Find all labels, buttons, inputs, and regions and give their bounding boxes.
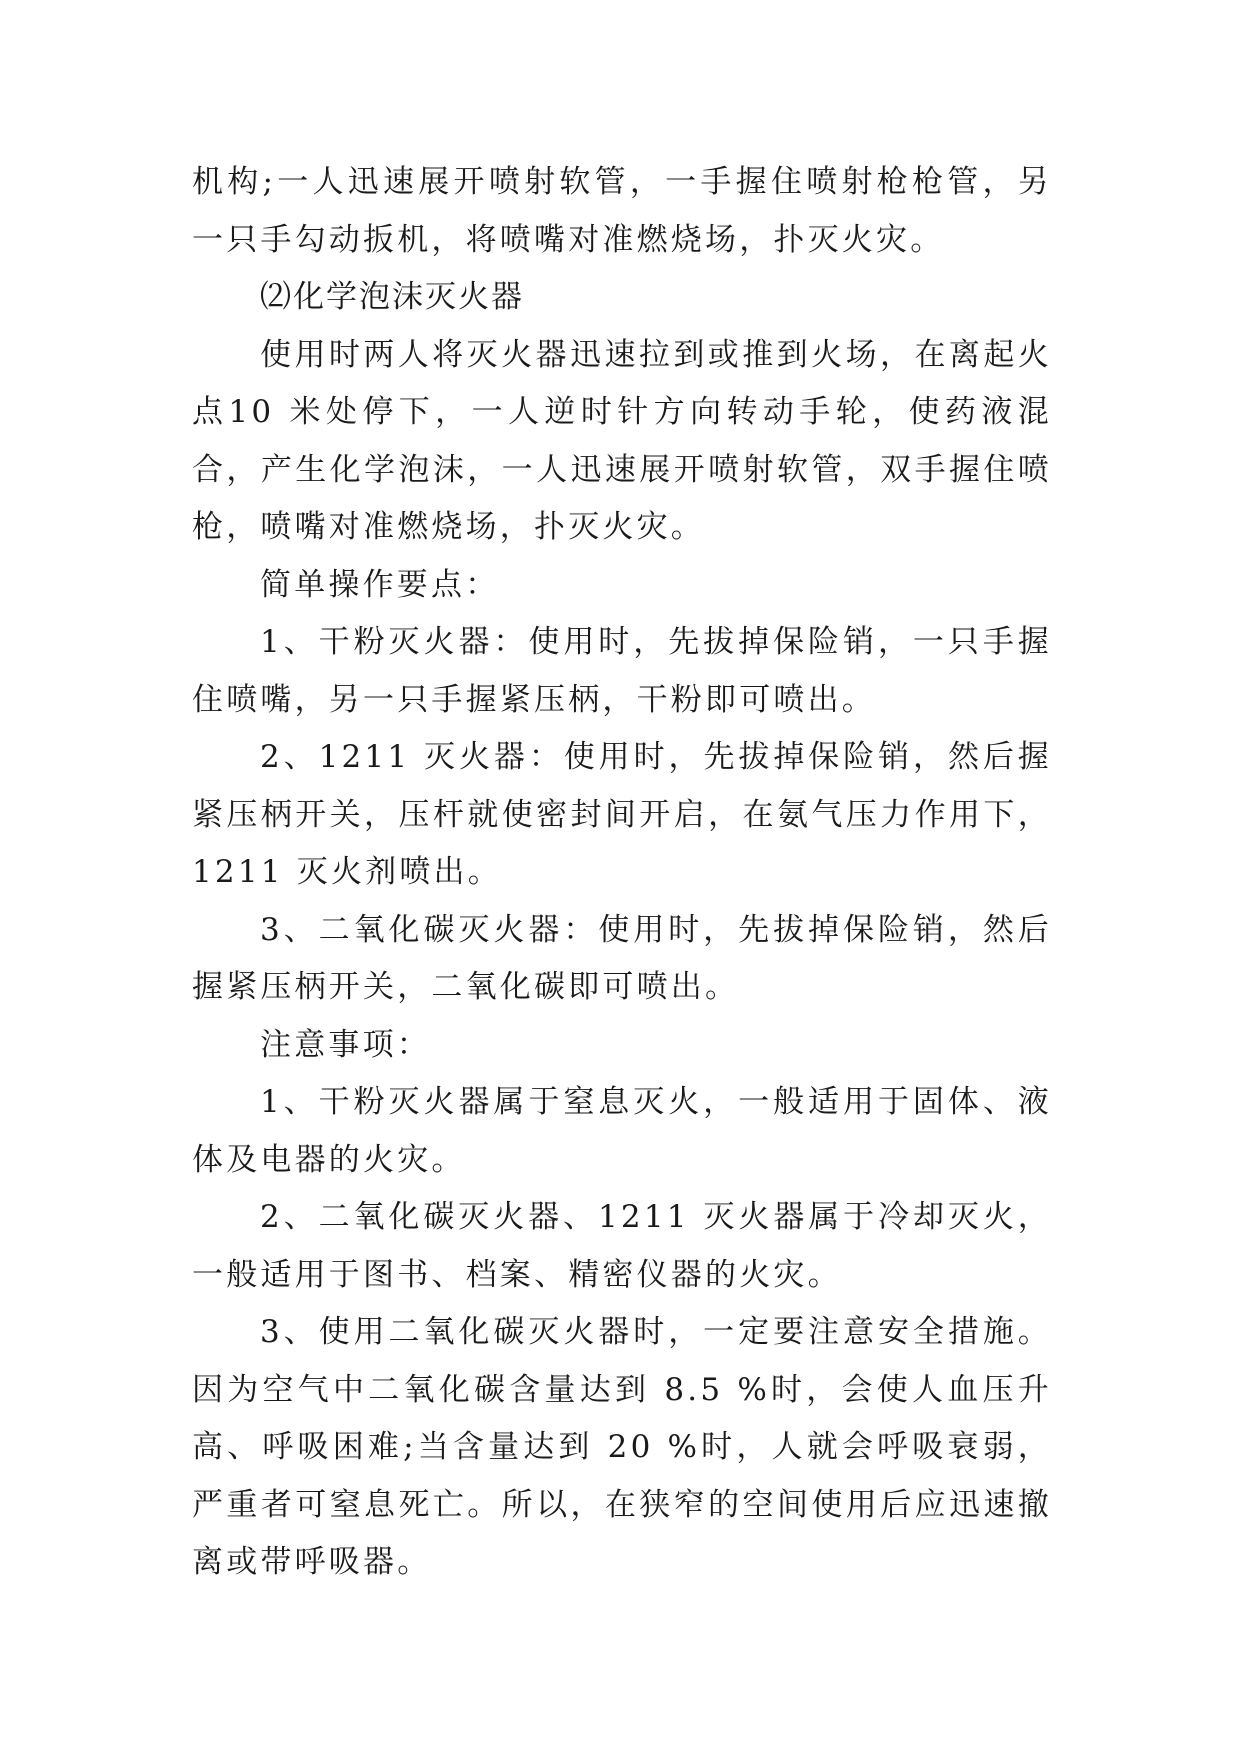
heading-precautions: 注意事项： bbox=[260, 1026, 431, 1063]
paragraph-foam-usage: 使用时两人将灭火器迅速拉到或推到火场，在离起火点10 米处停下，一人逆时针方向转动手轮，使药液混合，产生化学泡沫，一人迅速展开喷射软管，双手握住喷枪，喷嘴对准燃烧场，扑灭火灾。 bbox=[192, 336, 1052, 545]
list-item-1211: 2、1211 灭火器：使用时，先拔掉保险销，然后握紧压柄开关，压杆就使密封间开启，在氨气压力作用下，1211 灭火剂喷出。 bbox=[192, 739, 1052, 890]
precaution-item-1: 1、干粉灭火器属于窒息灭火，一般适用于固体、液体及电器的火灾。 bbox=[192, 1084, 1052, 1178]
list-item-dry-powder: 1、干粉灭火器：使用时，先拔掉保险销，一只手握住喷嘴，另一只手握紧压柄，干粉即可喷出。 bbox=[192, 624, 1052, 718]
section-heading-chemical-foam-extinguisher: ⑵化学泡沫灭火器 bbox=[260, 279, 524, 315]
document-body bbox=[192, 154, 1052, 1592]
heading-operation-points: 简单操作要点： bbox=[260, 566, 500, 603]
precaution-item-3: 3、使用二氧化碳灭火器时，一定要注意安全措施。因为空气中二氧化碳含量达到 8.5 %时，会使人血压升高、呼吸困难;当含量达到 20 %时，人就会呼吸衰弱，严重者可窒息死亡。所以，在狭窄的空间使用后应迅速撤离或带呼吸器。 bbox=[192, 1314, 1052, 1580]
paragraph-continuation: 机构;一人迅速展开喷射软管，一手握住喷射枪枪管，另一只手勾动扳机，将喷嘴对准燃烧场，扑灭火灾。 bbox=[192, 164, 1052, 258]
list-item-co2: 3、二氧化碳灭火器：使用时，先拔掉保险销，然后握紧压柄开关，二氧化碳即可喷出。 bbox=[192, 911, 1052, 1005]
precaution-item-2: 2、二氧化碳灭火器、1211 灭火器属于冷却灭火，一般适用于图书、档案、精密仪器的火灾。 bbox=[192, 1199, 1052, 1293]
